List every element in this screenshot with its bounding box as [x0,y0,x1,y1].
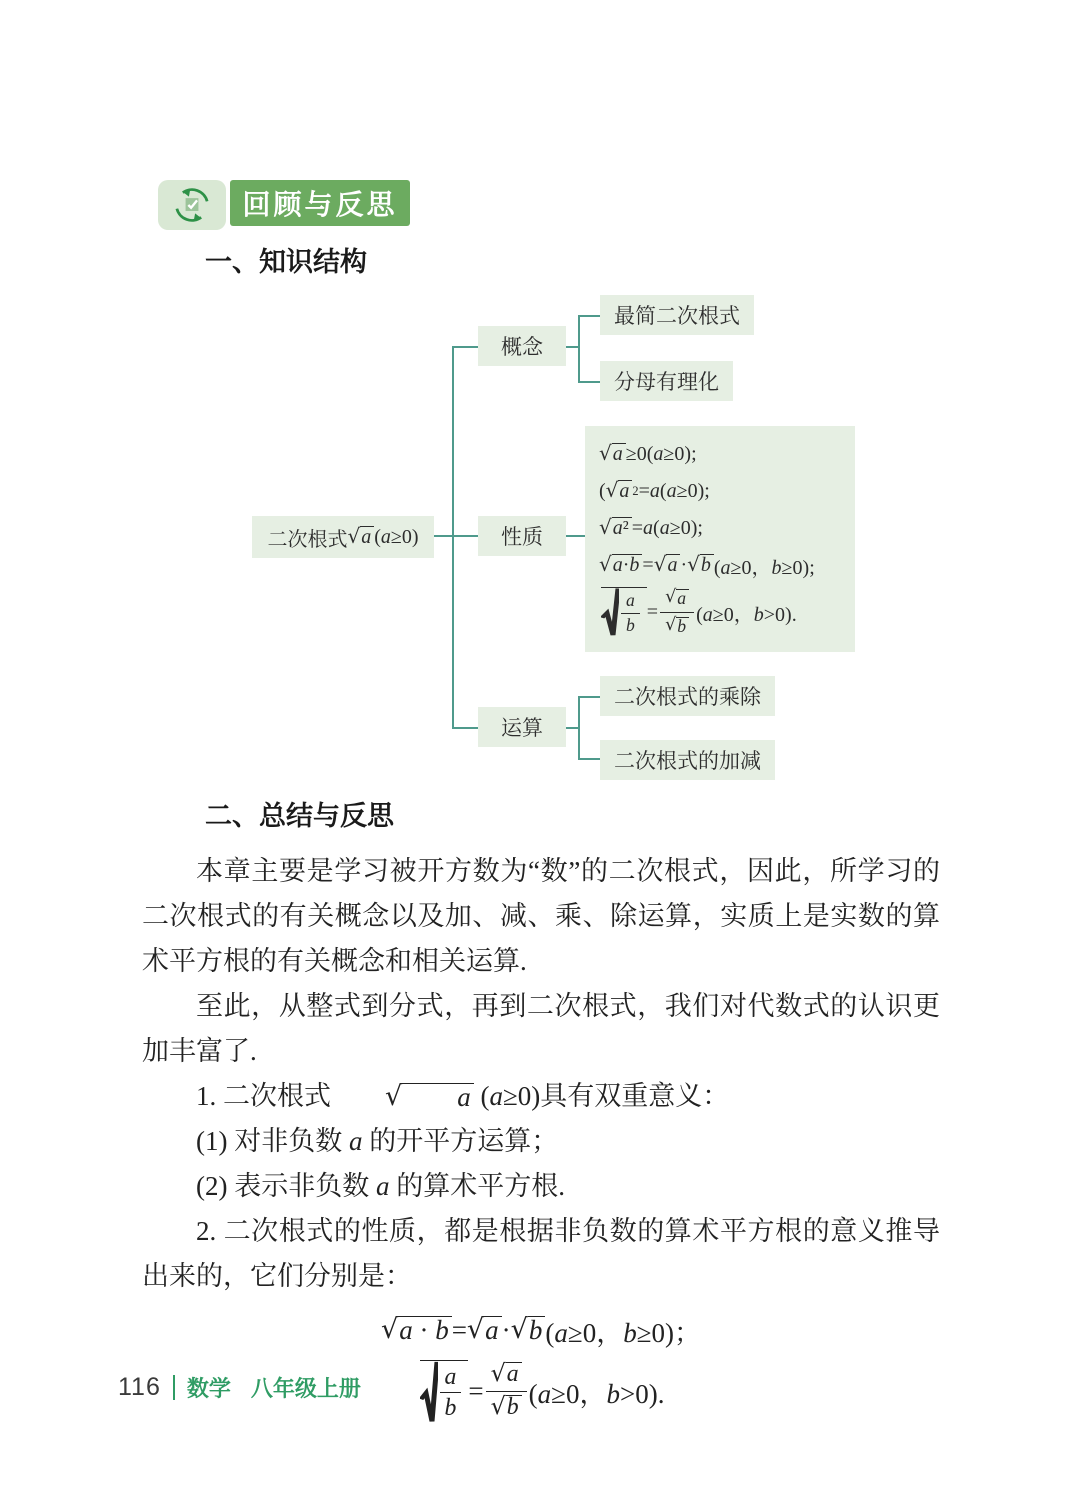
diagram-leaf-simplest-radical: 最简二次根式 [600,295,754,335]
knowledge-structure-diagram [142,290,952,795]
diagram-leaf-add-subtract: 二次根式的加减 [600,740,775,780]
display-formula-quotient: $\frac{a}{b}$ = √ a √ b (a≥0，b>0). [142,1360,940,1423]
sqrt-expression: √ a [606,480,633,503]
property-formula-2: ( √ a 2 =a(a≥0); [599,478,710,502]
diagram-leaf-multiply-divide: 二次根式的乘除 [600,676,775,716]
section-header [158,180,410,230]
sqrt-expression: √ a [347,526,374,549]
summary-item-1: 1. 二次根式 √ a (a≥0)具有双重意义： [196,1081,730,1112]
property-formula-3: √ a² =a(a≥0); [599,515,703,539]
connector-line [578,315,600,317]
display-formula-product: √ a · b = √ a · √ b (a≥0，b≥0)； [380,1313,702,1348]
review-icon-tile [158,180,226,230]
property-formulas-box [585,426,855,652]
connector-line [452,346,478,348]
connector-line [578,696,580,760]
property-formula-4: √ a·b = √ a · √ b (a≥0，b≥0); [599,552,815,579]
heading-summary-reflection: 二、总结与反思 [205,801,394,831]
connector-line [432,535,478,537]
sqrt-expression: √ b [491,1395,522,1422]
section-title-badge [230,180,410,226]
sqrt-expression: √ a · b [381,1316,452,1346]
connector-line [578,315,580,383]
diagram-node-concept: 概念 [478,326,566,366]
connector-line [578,381,600,383]
page-footer [118,1372,361,1403]
summary-item-2: 2. 二次根式的性质，都是根据非负数的算术平方根的意义推导出来的，它们分别是： [142,1216,940,1291]
sqrt-expression: √ a [467,1316,502,1346]
footer-divider [173,1375,175,1400]
sqrt-expression: √ a [654,554,681,577]
summary-section [142,794,940,1423]
sqrt-expression: √ a [331,1083,474,1113]
summary-paragraph-2: 至此，从整式到分式，再到二次根式，我们对代数式的认识更加丰富了. [142,991,940,1066]
connector-line [452,727,478,729]
connector-line [566,535,585,537]
diagram-node-operation: 运算 [478,707,566,747]
footer-subject: 数学 [186,1376,231,1401]
sqrt-expression: $\frac{a}{b}$ [601,587,647,637]
footer-book-title: 八年级上册 [250,1376,361,1401]
diagram-leaf-rationalize-denominator: 分母有理化 [600,361,733,401]
sqrt-expression: $\frac{a}{b}$ [420,1360,469,1423]
connector-line [578,696,600,698]
heading-knowledge-structure: 一、知识结构 [205,247,367,277]
sqrt-expression: √ a·b [599,554,642,577]
sqrt-expression: √ b [511,1316,546,1346]
connector-line [452,346,454,729]
sqrt-expression: √ a² [599,517,632,540]
summary-paragraph-1: 本章主要是学习被开方数为“数”的二次根式，因此，所学习的二次根式的有关概念以及加、减、乘、除运算，实质上是实数的算术平方根的有关概念和相关运算. [142,856,940,976]
section-title-text: 回顾与反思 [242,189,398,220]
diagram-node-property: 性质 [478,516,566,556]
diagram-root-node: 二次根式 √ a (a≥0) [252,516,434,558]
review-cycle-icon [170,183,214,227]
sqrt-expression: √ b [687,554,714,577]
summary-subitem-2: (2) 表示非负数 a 的算术平方根. [196,1171,565,1201]
property-formula-1: √ a ≥0(a≥0); [599,441,697,465]
property-formula-5: $\frac{a}{b}$ = √ a √ b (a≥0，b>0). [599,584,849,640]
sqrt-expression: √ a [599,443,626,466]
page-number: 116 [118,1373,161,1401]
sqrt-expression: √ a [491,1362,522,1389]
summary-subitem-1: (1) 对非负数 a 的开平方运算； [196,1126,559,1156]
sqrt-expression: √ b [665,617,689,638]
sqrt-expression: √ a [665,589,689,610]
connector-line [578,758,600,760]
